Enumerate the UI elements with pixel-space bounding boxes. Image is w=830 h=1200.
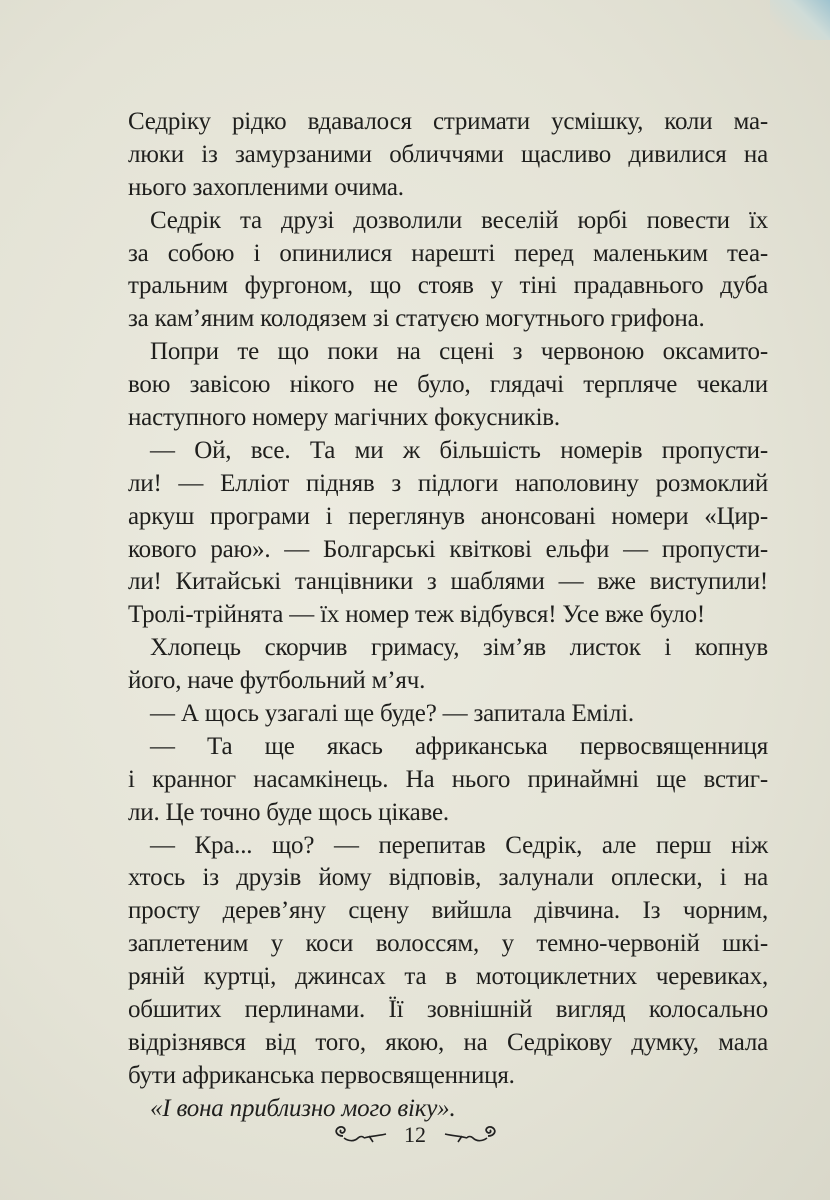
text-line: ли! Китайські танцівники з шаблями — вже виступили! [128,568,768,596]
right-ornament-icon [442,1124,502,1146]
text-line: ли. Це точно буде щось цікаве. [128,798,449,826]
text-line: просту дерев’яну сцену вийшла дівчина. Із чорним, [128,897,768,925]
text-line: наступного номеру магічних фокусників. [128,404,560,432]
text-line: «І вона приблизно мого віку». [150,1094,456,1122]
text-line: за кам’яним колодязем зі статуєю могутнього грифона. [128,305,705,333]
text-line: — А щось узагалі ще буде? — запитала Емілі. [150,700,634,728]
text-line: відрізнявся від того, якою, на Седрікову думку, мала [128,1028,768,1056]
page-number: 12 [404,1121,426,1147]
text-line: заплетеним у коси волоссям, у темно-червоній шкі- [128,930,768,958]
text-line: Тролі-трійнята — їх номер теж відбувся! Усе вже було! [128,601,706,629]
paragraph [128,632,768,698]
text-line: бути африканська первосвященниця. [128,1061,515,1089]
text-line: Хлопець скорчив гримасу, зім’яв листок і копнув [150,634,768,662]
text-line: його, наче футбольний м’яч. [128,667,426,695]
text-line: Седрік та друзі дозволили веселій юрбі повести їх [150,206,768,234]
paragraph [128,731,768,830]
text-line: ли! — Елліот підняв з підлоги наполовину розмоклий [128,469,768,497]
text-line: обшитих перлинами. Її зовнішній вигляд колосально [128,996,768,1024]
page-body-text [128,106,768,1126]
paragraph [128,336,768,435]
text-line: Попри те що поки на сцені з червоною оксамито- [150,338,768,366]
text-line: і кранног насамкінець. На нього принаймні ще встиг- [128,765,768,793]
text-line: нього захопленими очима. [128,173,404,201]
paragraph [128,205,768,337]
paragraph [128,106,768,205]
text-line: вою завісою нікого не було, глядачі терпляче чекали [128,371,768,399]
text-line: люки із замурзаними обличчями щасливо дивилися на [128,140,768,168]
text-line: Седріку рідко вдавалося стримати усмішку, коли ма- [128,108,768,135]
paragraph [128,830,768,1093]
left-ornament-icon [329,1124,389,1146]
text-line: — Ой, все. Та ми ж більшість номерів пропусти- [150,436,768,464]
page-corner-shadow [770,0,830,40]
text-line: кового раю». — Болгарські квіткові ельфи — пропусти- [128,535,768,563]
paragraph [128,435,768,632]
text-line: — Кра... що? — перепитав Седрік, але перш ніж [150,831,768,859]
text-line: аркуш програми і переглянув анонсовані номери «Цир- [128,502,768,530]
text-line: тральним фургоном, що стояв у тіні прадавнього дуба [128,272,768,300]
paragraph [128,698,768,731]
text-line: ряній куртці, джинсах та в мотоциклетних черевиках, [128,963,768,991]
text-line: — Та ще якась африканська первосвященниця [150,732,768,760]
page-footer [0,1118,830,1150]
text-line: за собою і опинилися нарешті перед маленьким теа- [128,239,768,267]
text-line: хтось із друзів йому відповів, залунали оплески, і на [128,864,768,892]
